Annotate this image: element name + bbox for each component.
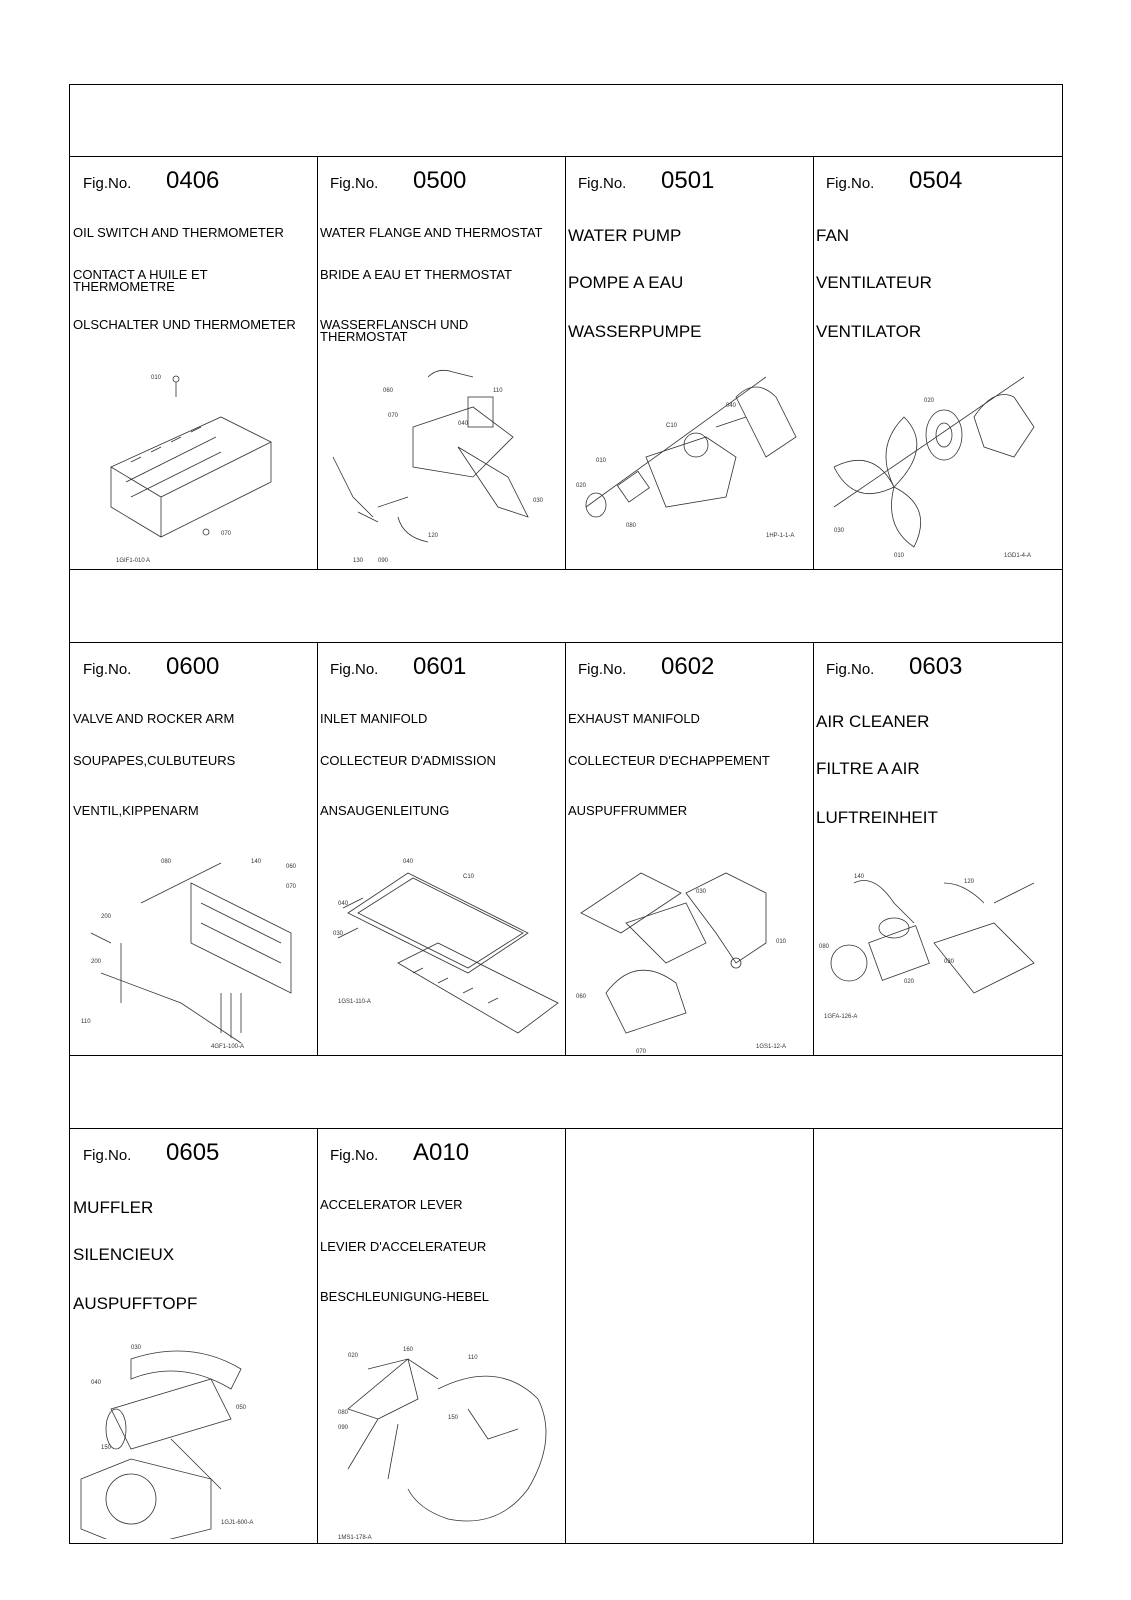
- title-french: BRIDE A EAU ET THERMOSTAT: [320, 267, 512, 282]
- svg-text:4GF1-100-A: 4GF1-100-A: [211, 1044, 245, 1050]
- title-german: ANSAUGENLEITUNG: [320, 803, 450, 818]
- svg-text:040: 040: [338, 901, 349, 907]
- fig-no-label: Fig.No.: [826, 661, 875, 678]
- svg-text:150: 150: [101, 1445, 112, 1451]
- row-divider: [70, 569, 1062, 570]
- title-french: COLLECTEUR D'ADMISSION: [320, 753, 496, 768]
- svg-text:C10: C10: [666, 423, 678, 429]
- svg-text:120: 120: [428, 533, 439, 539]
- figure-cell-0602[interactable]: [566, 643, 813, 1055]
- svg-text:1GJ1-600-A: 1GJ1-600-A: [221, 1520, 254, 1526]
- fig-no-label: Fig.No.: [330, 1147, 379, 1164]
- fig-no-label: Fig.No.: [83, 175, 132, 192]
- svg-text:040: 040: [91, 1380, 102, 1386]
- row-divider: [70, 1055, 1062, 1056]
- svg-text:060: 060: [576, 994, 587, 1000]
- svg-text:1GFA-126-A: 1GFA-126-A: [824, 1014, 858, 1020]
- title-english: WATER PUMP: [568, 226, 682, 245]
- fig-no-label: Fig.No.: [578, 661, 627, 678]
- title-german: VENTILATOR: [816, 322, 922, 341]
- svg-text:1HP-1-1-A: 1HP-1-1-A: [766, 533, 795, 539]
- figure-cell-0501[interactable]: [566, 157, 813, 569]
- svg-text:200: 200: [91, 959, 102, 965]
- svg-text:030: 030: [533, 498, 544, 504]
- title-french: POMPE A EAU: [568, 273, 684, 292]
- title-german: LUFTREINHEIT: [816, 808, 938, 827]
- figure-cell-A010[interactable]: [318, 1129, 565, 1541]
- svg-text:090: 090: [338, 1425, 349, 1431]
- fig-no-label: Fig.No.: [83, 661, 132, 678]
- fig-no-label: Fig.No.: [578, 175, 627, 192]
- title-english: MUFFLER: [73, 1198, 154, 1217]
- title-english: FAN: [816, 226, 850, 245]
- col-divider: [565, 1128, 566, 1543]
- exploded-view-drawing: [566, 843, 813, 1053]
- svg-text:080: 080: [819, 944, 830, 950]
- svg-text:020: 020: [924, 398, 935, 404]
- svg-text:120: 120: [964, 879, 975, 885]
- svg-text:1GS1-12-A: 1GS1-12-A: [756, 1044, 787, 1050]
- fig-number: 0602: [661, 653, 715, 680]
- svg-text:070: 070: [388, 413, 399, 419]
- title-french: CONTACT A HUILE ET THERMOMETRE: [73, 267, 208, 294]
- svg-text:1GIF1-010 A: 1GIF1-010 A: [116, 558, 151, 564]
- svg-text:020: 020: [348, 1353, 359, 1359]
- col-divider: [813, 1128, 814, 1543]
- svg-text:010: 010: [776, 939, 787, 945]
- title-german: OLSCHALTER UND THERMOMETER: [73, 317, 296, 332]
- svg-text:030: 030: [131, 1345, 142, 1351]
- fig-no-label: Fig.No.: [826, 175, 875, 192]
- figure-cell-0600[interactable]: [71, 643, 318, 1055]
- svg-text:060: 060: [286, 864, 297, 870]
- title-french: SILENCIEUX: [73, 1245, 175, 1264]
- exploded-view-drawing: [71, 357, 318, 567]
- figure-cell-0605[interactable]: [71, 1129, 318, 1541]
- figure-cell-0601[interactable]: [318, 643, 565, 1055]
- fig-no-label: Fig.No.: [83, 1147, 132, 1164]
- catalog-grid: [69, 84, 1063, 1544]
- svg-text:020: 020: [576, 483, 587, 489]
- svg-text:040: 040: [403, 859, 414, 865]
- title-english: ACCELERATOR LEVER: [320, 1197, 463, 1212]
- svg-text:070: 070: [286, 884, 297, 890]
- svg-text:140: 140: [251, 859, 262, 865]
- svg-text:160: 160: [403, 1347, 414, 1353]
- title-english: AIR CLEANER: [816, 712, 930, 731]
- svg-text:070: 070: [636, 1049, 647, 1053]
- figure-cell-0504[interactable]: [814, 157, 1061, 569]
- svg-text:030: 030: [834, 528, 845, 534]
- svg-text:010: 010: [596, 458, 607, 464]
- title-english: VALVE AND ROCKER ARM: [73, 711, 235, 726]
- title-german: WASSERPUMPE: [568, 322, 702, 341]
- svg-text:010: 010: [894, 553, 905, 559]
- fig-number: 0500: [413, 167, 467, 194]
- title-english: WATER FLANGE AND THERMOSTAT: [320, 225, 543, 240]
- svg-text:1GD1-4-A: 1GD1-4-A: [1004, 553, 1032, 559]
- fig-number: 0605: [166, 1139, 220, 1166]
- title-french: COLLECTEUR D'ECHAPPEMENT: [568, 753, 770, 768]
- svg-text:050: 050: [236, 1405, 247, 1411]
- title-german: AUSPUFFTOPF: [73, 1294, 198, 1313]
- title-french: SOUPAPES,CULBUTEURS: [73, 753, 236, 768]
- fig-number: 0601: [413, 653, 467, 680]
- figure-cell-0500[interactable]: [318, 157, 565, 569]
- svg-text:C10: C10: [463, 874, 475, 880]
- title-french: VENTILATEUR: [816, 273, 932, 292]
- svg-text:140: 140: [854, 874, 865, 880]
- exploded-view-drawing: [814, 843, 1061, 1053]
- svg-text:080: 080: [626, 523, 637, 529]
- fig-number: 0504: [909, 167, 963, 194]
- svg-text:110: 110: [81, 1019, 91, 1025]
- exploded-view-drawing: [318, 357, 565, 567]
- title-german: BESCHLEUNIGUNG-HEBEL: [320, 1289, 490, 1304]
- svg-text:020: 020: [904, 979, 915, 985]
- title-english: INLET MANIFOLD: [320, 711, 428, 726]
- svg-text:110: 110: [493, 388, 503, 394]
- fig-number: A010: [413, 1139, 470, 1166]
- svg-text:110: 110: [468, 1355, 478, 1361]
- exploded-view-drawing: [318, 843, 565, 1053]
- fig-no-label: Fig.No.: [330, 175, 379, 192]
- svg-text:150: 150: [448, 1415, 459, 1421]
- svg-text:040: 040: [458, 421, 469, 427]
- exploded-view-drawing: [71, 1329, 318, 1539]
- svg-text:130: 130: [353, 558, 364, 564]
- title-english: EXHAUST MANIFOLD: [568, 711, 700, 726]
- exploded-view-drawing: [814, 357, 1061, 567]
- fig-number: 0600: [166, 653, 220, 680]
- figure-cell-0603[interactable]: [814, 643, 1061, 1055]
- title-german: VENTIL,KIPPENARM: [73, 803, 199, 818]
- exploded-view-drawing: [566, 357, 813, 567]
- svg-text:030: 030: [944, 959, 955, 965]
- svg-text:030: 030: [333, 931, 344, 937]
- svg-text:070: 070: [221, 531, 232, 537]
- title-french: FILTRE A AIR: [816, 759, 920, 778]
- title-german: WASSERFLANSCH UND THERMOSTAT: [320, 317, 469, 344]
- title-english: OIL SWITCH AND THERMOMETER: [73, 225, 284, 240]
- fig-number: 0603: [909, 653, 963, 680]
- fig-number: 0406: [166, 167, 220, 194]
- svg-text:090: 090: [378, 558, 389, 564]
- title-french: LEVIER D'ACCELERATEUR: [320, 1239, 487, 1254]
- svg-text:060: 060: [383, 388, 394, 394]
- svg-text:040: 040: [726, 403, 737, 409]
- figure-cell-0406[interactable]: [71, 157, 318, 569]
- svg-text:200: 200: [101, 914, 112, 920]
- svg-text:010: 010: [151, 375, 162, 381]
- svg-text:030: 030: [696, 889, 707, 895]
- exploded-view-drawing: [318, 1329, 565, 1539]
- svg-text:1MS1-178-A: 1MS1-178-A: [338, 1535, 372, 1539]
- svg-text:080: 080: [161, 859, 172, 865]
- title-german: AUSPUFFRUMMER: [568, 803, 688, 818]
- svg-text:1GS1-110-A: 1GS1-110-A: [338, 999, 371, 1005]
- exploded-view-drawing: [71, 843, 318, 1053]
- fig-number: 0501: [661, 167, 715, 194]
- svg-text:080: 080: [338, 1410, 349, 1416]
- fig-no-label: Fig.No.: [330, 661, 379, 678]
